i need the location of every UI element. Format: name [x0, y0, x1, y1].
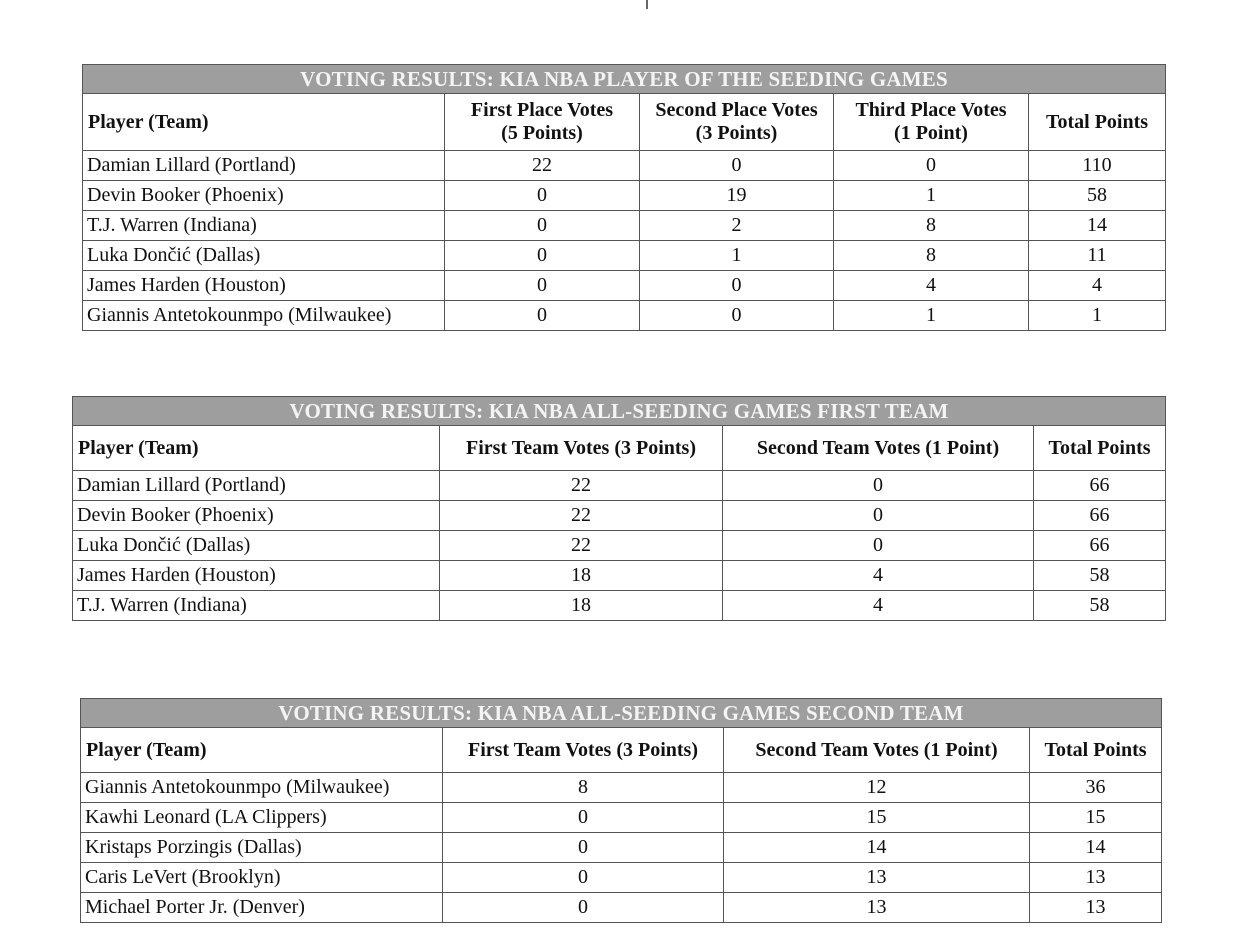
first-team-votes-cell: 0 — [443, 833, 724, 863]
second-place-votes-cell: 19 — [640, 181, 834, 211]
player-of-seeding-games-table — [82, 64, 1166, 331]
second-team-votes-cell: 15 — [724, 803, 1030, 833]
second-team-votes-cell: 13 — [724, 893, 1030, 923]
table-row — [73, 471, 1166, 501]
first-place-votes-cell: 0 — [445, 181, 640, 211]
first-place-votes-cell: 0 — [445, 271, 640, 301]
first-team-votes-cell: 18 — [440, 561, 723, 591]
second-team-votes-cell: 4 — [723, 561, 1034, 591]
total-points-cell: 66 — [1034, 501, 1166, 531]
col-header-total-points: Total Points — [1034, 426, 1166, 471]
col-header-second-team-votes: Second Team Votes (1 Point) — [724, 728, 1030, 773]
total-points-cell: 14 — [1029, 211, 1166, 241]
first-team-votes-cell: 22 — [440, 501, 723, 531]
table-row — [81, 893, 1162, 923]
player-cell: Caris LeVert (Brooklyn) — [81, 863, 443, 893]
second-team-votes-cell: 14 — [724, 833, 1030, 863]
header-line: First Place Votes — [470, 99, 614, 121]
table-row — [73, 501, 1166, 531]
first-team-votes-cell: 22 — [440, 531, 723, 561]
page-divider-mark — [646, 0, 648, 9]
col-header-player: Player (Team) — [73, 426, 440, 471]
player-cell: Damian Lillard (Portland) — [83, 151, 445, 181]
col-header-player: Player (Team) — [83, 94, 445, 151]
table-row — [83, 271, 1166, 301]
table-row — [81, 803, 1162, 833]
total-points-cell: 4 — [1029, 271, 1166, 301]
col-header-second-team-votes: Second Team Votes (1 Point) — [723, 426, 1034, 471]
first-team-votes-cell: 0 — [443, 863, 724, 893]
total-points-cell: 36 — [1030, 773, 1162, 803]
total-points-cell: 58 — [1029, 181, 1166, 211]
header-line: Second Place Votes — [655, 99, 818, 121]
player-cell: T.J. Warren (Indiana) — [83, 211, 445, 241]
header-line: (1 Point) — [894, 122, 968, 144]
col-header-first-team-votes: First Team Votes (3 Points) — [443, 728, 724, 773]
table-row — [73, 591, 1166, 621]
player-cell: James Harden (Houston) — [73, 561, 440, 591]
second-team-votes-cell: 0 — [723, 501, 1034, 531]
col-header-first-place — [445, 94, 640, 151]
table-row — [83, 301, 1166, 331]
player-cell: Giannis Antetokounmpo (Milwaukee) — [81, 773, 443, 803]
table-row — [81, 833, 1162, 863]
first-team-votes-cell: 22 — [440, 471, 723, 501]
total-points-cell: 66 — [1034, 531, 1166, 561]
col-header-third-place — [834, 94, 1029, 151]
table-row — [73, 561, 1166, 591]
player-cell: Giannis Antetokounmpo (Milwaukee) — [83, 301, 445, 331]
second-place-votes-cell: 0 — [640, 301, 834, 331]
header-line: (5 Points) — [501, 122, 583, 144]
total-points-cell: 13 — [1030, 863, 1162, 893]
table-title: VOTING RESULTS: KIA NBA ALL-SEEDING GAMES SECOND TEAM — [81, 699, 1162, 728]
first-team-votes-cell: 0 — [443, 893, 724, 923]
third-place-votes-cell: 1 — [834, 181, 1029, 211]
player-cell: Damian Lillard (Portland) — [73, 471, 440, 501]
header-line: (3 Points) — [695, 122, 778, 144]
third-place-votes-cell: 8 — [834, 211, 1029, 241]
second-team-votes-cell: 0 — [723, 531, 1034, 561]
second-team-votes-cell: 12 — [724, 773, 1030, 803]
player-cell: Kristaps Porzingis (Dallas) — [81, 833, 443, 863]
total-points-cell: 13 — [1030, 893, 1162, 923]
first-team-votes-cell: 0 — [443, 803, 724, 833]
col-header-total-points: Total Points — [1030, 728, 1162, 773]
table-row — [83, 241, 1166, 271]
player-cell: Devin Booker (Phoenix) — [73, 501, 440, 531]
third-place-votes-cell: 8 — [834, 241, 1029, 271]
player-cell: Michael Porter Jr. (Denver) — [81, 893, 443, 923]
third-place-votes-cell: 1 — [834, 301, 1029, 331]
total-points-cell: 58 — [1034, 561, 1166, 591]
table-row — [83, 151, 1166, 181]
all-seeding-first-team-table — [72, 396, 1166, 621]
total-points-cell: 66 — [1034, 471, 1166, 501]
table-row — [83, 181, 1166, 211]
second-team-votes-cell: 4 — [723, 591, 1034, 621]
player-cell: Devin Booker (Phoenix) — [83, 181, 445, 211]
second-place-votes-cell: 0 — [640, 151, 834, 181]
table-row — [81, 773, 1162, 803]
second-place-votes-cell: 1 — [640, 241, 834, 271]
second-team-votes-cell: 13 — [724, 863, 1030, 893]
first-team-votes-cell: 18 — [440, 591, 723, 621]
total-points-cell: 58 — [1034, 591, 1166, 621]
player-cell: T.J. Warren (Indiana) — [73, 591, 440, 621]
player-cell: Luka Dončić (Dallas) — [83, 241, 445, 271]
total-points-cell: 14 — [1030, 833, 1162, 863]
col-header-player: Player (Team) — [81, 728, 443, 773]
col-header-total-points: Total Points — [1029, 94, 1166, 151]
all-seeding-second-team-table — [80, 698, 1162, 923]
total-points-cell: 11 — [1029, 241, 1166, 271]
table-row — [81, 863, 1162, 893]
first-place-votes-cell: 0 — [445, 241, 640, 271]
header-line: Third Place Votes — [855, 99, 1007, 121]
second-place-votes-cell: 2 — [640, 211, 834, 241]
second-place-votes-cell: 0 — [640, 271, 834, 301]
first-team-votes-cell: 8 — [443, 773, 724, 803]
first-place-votes-cell: 22 — [445, 151, 640, 181]
total-points-cell: 1 — [1029, 301, 1166, 331]
table-row — [73, 531, 1166, 561]
table-row — [83, 211, 1166, 241]
table-title: VOTING RESULTS: KIA NBA PLAYER OF THE SEEDING GAMES — [83, 65, 1166, 94]
second-team-votes-cell: 0 — [723, 471, 1034, 501]
first-place-votes-cell: 0 — [445, 301, 640, 331]
col-header-second-place — [640, 94, 834, 151]
player-cell: Luka Dončić (Dallas) — [73, 531, 440, 561]
third-place-votes-cell: 0 — [834, 151, 1029, 181]
total-points-cell: 110 — [1029, 151, 1166, 181]
first-place-votes-cell: 0 — [445, 211, 640, 241]
col-header-first-team-votes: First Team Votes (3 Points) — [440, 426, 723, 471]
total-points-cell: 15 — [1030, 803, 1162, 833]
player-cell: James Harden (Houston) — [83, 271, 445, 301]
third-place-votes-cell: 4 — [834, 271, 1029, 301]
table-title: VOTING RESULTS: KIA NBA ALL-SEEDING GAMES FIRST TEAM — [73, 397, 1166, 426]
player-cell: Kawhi Leonard (LA Clippers) — [81, 803, 443, 833]
